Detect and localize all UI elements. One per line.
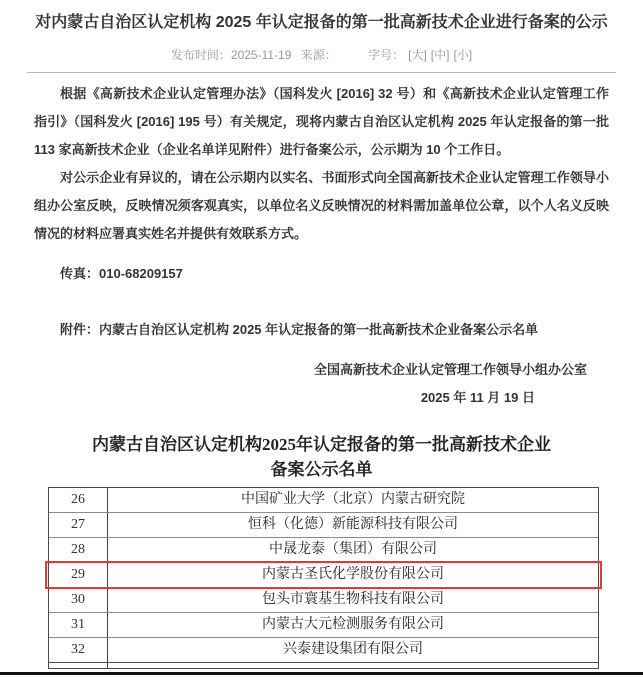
row-number-cell: 27 [49, 513, 108, 537]
annex-title-line2: 备案公示名单 [270, 460, 373, 479]
row-number-cell: 32 [49, 638, 108, 662]
font-size-small-link[interactable]: [小] [453, 48, 473, 62]
table-row [49, 613, 598, 638]
table-row [49, 538, 598, 563]
row-number-cell: 31 [49, 613, 108, 637]
signature-date: 2025 年 11 月 19 日 [420, 390, 535, 405]
company-name-cell: 内蒙古圣氏化学股份有限公司 [262, 567, 444, 582]
font-size-label: 字号： [368, 48, 405, 62]
row-number-cell: 28 [49, 538, 108, 562]
attachment-line: 附件：内蒙古自治区认定机构 2025 年认定报备的第一批高新技术企业备案公示名单 [60, 322, 539, 337]
company-name-cell: 内蒙古大元检测服务有限公司 [262, 617, 444, 632]
font-size-medium-link[interactable]: [中] [430, 48, 450, 62]
page-title: 对内蒙古自治区认定机构 2025 年认定报备的第一批高新技术企业进行备案的公示 [35, 14, 608, 31]
company-name-cell: 包头市寰基生物科技有限公司 [262, 592, 444, 607]
paragraph-regulations: 根据《高新技术企业认定管理办法》（国科发火 [2016] 32 号）和《高新技术企业认定管理工作指引》（国科发火 [2016] 195 号）有关规定，现将内蒙古自治区认定机构 2025 年认定报备的第一批 113 家高新技术企业（企业名单详见附件）进行备案公示，公示期为 10 个工作日。 [34, 86, 609, 157]
table-row [49, 638, 598, 663]
company-name-cell: 兴泰建设集团有限公司 [283, 642, 423, 657]
company-name-cell: 中国矿业大学（北京）内蒙古研究院 [241, 492, 465, 507]
row-number-cell: 29 [49, 563, 108, 587]
table-rows [49, 488, 598, 663]
paragraph-objection: 对公示企业有异议的，请在公示期内以实名、书面形式向全国高新技术企业认定管理工作领导小组办公室反映，反映情况须客观真实，以单位名义反映情况的材料需加盖单位公章，以个人名义反映情况的材料应署真实姓名并提供有效联系方式。 [34, 170, 609, 241]
document-body [0, 73, 643, 344]
font-size-large-link[interactable]: [大] [408, 48, 427, 62]
company-name-cell: 恒科（化德）新能源科技有限公司 [248, 517, 458, 532]
company-table [48, 487, 599, 669]
fax-line: 传真：010-68209157 [60, 266, 183, 281]
table-row [49, 563, 598, 588]
annex-title-line1: 内蒙古自治区认定机构2025年认定报备的第一批高新技术企业 [92, 435, 551, 454]
table-row [49, 513, 598, 538]
meta-bar [0, 47, 643, 63]
table-row [49, 488, 598, 513]
publish-date: 2025-11-19 [230, 48, 292, 62]
row-number-cell: 26 [49, 488, 108, 512]
partial-next-row [49, 663, 598, 668]
table-row [49, 588, 598, 613]
annex-section [0, 432, 643, 669]
company-name-cell: 中晟龙泰（集团）有限公司 [269, 542, 437, 557]
signature-office: 全国高新技术企业认定管理工作领导小组办公室 [313, 362, 587, 377]
source-label: 来源： [300, 48, 337, 62]
row-number-cell: 30 [49, 588, 108, 612]
signature-block [0, 356, 643, 412]
window-bottom-edge [0, 672, 643, 675]
publish-time-label: 发布时间： [170, 48, 231, 62]
